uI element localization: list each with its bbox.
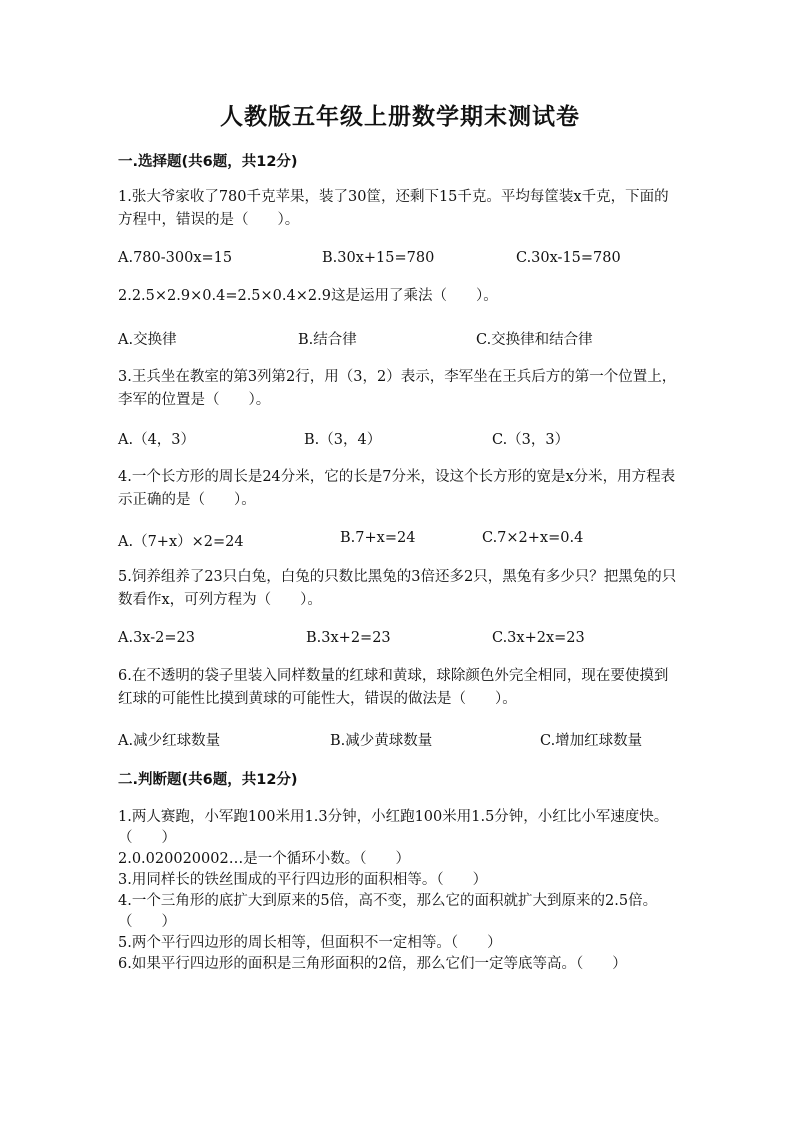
question-2: 2.2.5×2.9×0.4=2.5×0.4×2.9这是运用了乘法（ ）。 (118, 288, 498, 304)
question-5: 5.饲养组养了23只白兔，白兔的只数比黑兔的3倍还多2只，黑兔有多少只？把黑兔的只数看作x，可列方程为（ ）。 (118, 569, 677, 608)
option-b: B.（3，4） (304, 432, 382, 448)
option-a: A.交换律 (118, 332, 177, 348)
option-b: B.30x+15=780 (322, 250, 435, 266)
judgement-5: 5.两个平行四边形的周长相等，但面积不一定相等。（ ） (118, 935, 502, 951)
option-b: B.减少黄球数量 (330, 733, 433, 749)
option-a: A.（4，3） (118, 432, 196, 448)
question-6-options (118, 729, 678, 751)
option-c: C.7×2+x=0.4 (482, 530, 584, 546)
question-1-options (118, 250, 678, 272)
option-c: C.增加红球数量 (540, 733, 643, 749)
judgement-4: 4.一个三角形的底扩大到原来的5倍，高不变，那么它的面积就扩大到原来的2.5倍。（ ） (118, 893, 658, 930)
question-2-options (118, 328, 678, 350)
option-b: B.结合律 (298, 332, 357, 348)
judgement-2: 2.0.020020002…是一个循环小数。（ ） (118, 851, 410, 867)
option-a: A.（7+x）×2=24 (118, 534, 244, 550)
judgement-1: 1.两人赛跑，小军跑100米用1.3分钟，小红跑100米用1.5分钟，小红比小军速度快。（ ） (118, 809, 669, 846)
option-c: C.交换律和结合律 (476, 332, 593, 348)
section-heading-choice: 一.选择题(共6题，共12分) (118, 154, 298, 170)
question-3-options (118, 428, 678, 450)
option-a: A.减少红球数量 (118, 733, 221, 749)
question-4-options (118, 530, 678, 552)
option-a: A.780-300x=15 (118, 250, 233, 266)
page-title: 人教版五年级上册数学期末测试卷 (220, 104, 580, 130)
option-a: A.3x-2=23 (118, 630, 195, 646)
question-4: 4.一个长方形的周长是24分米，它的长是7分米，设这个长方形的宽是x分米，用方程表示正确的是（ ）。 (118, 469, 676, 508)
question-6: 6.在不透明的袋子里装入同样数量的红球和黄球，球除颜色外完全相同，现在要使摸到红球的可能性比摸到黄球的可能性大，错误的做法是（ ）。 (118, 668, 669, 707)
judgement-6: 6.如果平行四边形的面积是三角形面积的2倍，那么它们一定等底等高。（ ） (118, 956, 627, 972)
question-5-options (118, 630, 678, 652)
question-3: 3.王兵坐在教室的第3列第2行，用（3，2）表示，李军坐在王兵后方的第一个位置上，李军的位置是（ ）。 (118, 369, 677, 408)
judgement-3: 3.用同样长的铁丝围成的平行四边形的面积相等。（ ） (118, 872, 488, 888)
question-1: 1.张大爷家收了780千克苹果，装了30筐，还剩下15千克。平均每筐装x千克，下面的方程中，错误的是（ ）。 (118, 189, 669, 228)
option-c: C.3x+2x=23 (492, 630, 585, 646)
section-heading-judgement: 二.判断题(共6题，共12分) (118, 772, 298, 788)
option-c: C.30x-15=780 (516, 250, 621, 266)
option-b: B.7+x=24 (340, 530, 416, 546)
option-c: C.（3，3） (492, 432, 570, 448)
option-b: B.3x+2=23 (306, 630, 391, 646)
